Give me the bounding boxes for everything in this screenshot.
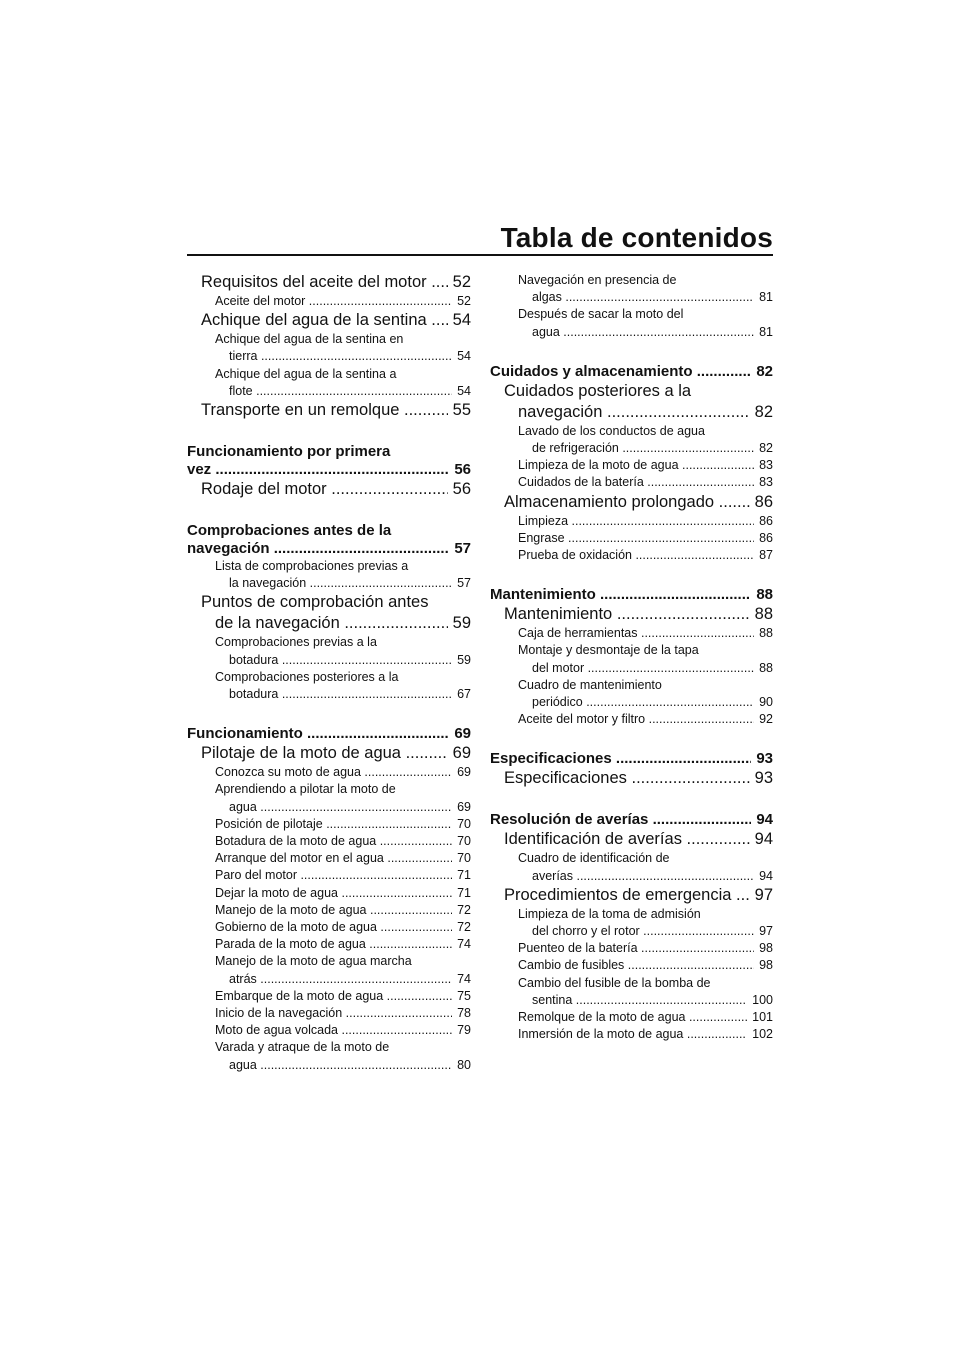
toc-entry-title: Mantenimiento xyxy=(490,586,596,604)
toc-entry-title: de refrigeración xyxy=(532,441,619,456)
toc-entry-title-line: Montaje y desmontaje de la tapa xyxy=(518,643,699,658)
toc-entry-title-line: Achique del agua de la sentina en xyxy=(215,332,404,347)
toc-entry-page-number: 86 xyxy=(754,492,773,511)
toc-entry-title: Mantenimiento xyxy=(504,605,613,624)
toc-entry-page-number: 80 xyxy=(457,1057,471,1072)
toc-entry-title-line: Puntos de comprobación antes xyxy=(201,593,429,612)
toc-entry-subsection[interactable] xyxy=(187,764,471,781)
toc-entry-page-number: 101 xyxy=(752,1010,773,1025)
toc-entry-title: Prueba de oxidación xyxy=(518,548,632,563)
toc-entry-page-number: 72 xyxy=(457,902,471,917)
toc-entry-subsection[interactable] xyxy=(187,936,471,953)
toc-entry-subsection[interactable] xyxy=(490,711,773,728)
toc-entry-title: Arranque del motor en el agua xyxy=(215,851,384,866)
toc-entry-subsection[interactable] xyxy=(490,1009,773,1026)
toc-entry-title: Inicio de la navegación xyxy=(215,1006,343,1021)
toc-entry-page-number: 71 xyxy=(457,868,471,883)
toc-entry-page-number: 81 xyxy=(759,324,773,339)
toc-entry-subsection[interactable] xyxy=(490,306,773,340)
toc-entry-title: Achique del agua de la sentina xyxy=(201,311,427,330)
toc-entry-title-line: Varada y atraque de la moto de xyxy=(215,1040,390,1055)
toc-entry-title: Pilotaje de la moto de agua xyxy=(201,744,401,763)
toc-entry-page-number: 72 xyxy=(457,920,471,935)
toc-entry-title: Gobierno de la moto de agua xyxy=(215,920,377,935)
toc-entry-title: Cambio de fusibles xyxy=(518,958,625,973)
toc-entry-subsection[interactable] xyxy=(490,474,773,491)
toc-entry-title: atrás xyxy=(229,971,257,986)
toc-entry-title: Conozca su moto de agua xyxy=(215,765,361,780)
toc-entry-page-number: 57 xyxy=(454,540,471,558)
toc-entry-subsection[interactable] xyxy=(187,988,471,1005)
toc-entry-subsection[interactable] xyxy=(490,547,773,564)
toc-entry-subsection[interactable] xyxy=(490,423,773,457)
toc-entry-subsection[interactable] xyxy=(187,885,471,902)
toc-entry-title: botadura xyxy=(229,652,279,667)
toc-entry-section[interactable] xyxy=(187,743,471,764)
toc-entry-chapter[interactable] xyxy=(187,725,471,743)
toc-entry-page-number: 70 xyxy=(457,834,471,849)
toc-entry-title: Transporte en un remolque xyxy=(201,401,400,420)
toc-entry-section[interactable] xyxy=(187,479,471,500)
toc-entry-title-line: Cuadro de identificación de xyxy=(518,851,670,866)
toc-entry-page-number: 54 xyxy=(457,383,471,398)
toc-entry-page-number: 57 xyxy=(457,576,471,591)
toc-entry-section[interactable] xyxy=(187,272,471,293)
toc-entry-title: navegación xyxy=(187,540,270,558)
toc-entry-subsection[interactable] xyxy=(490,272,773,306)
toc-entry-chapter[interactable] xyxy=(490,586,773,604)
toc-entry-page-number: 98 xyxy=(759,941,773,956)
toc-entry-subsection[interactable] xyxy=(187,669,471,703)
toc-entry-title: Aceite del motor y filtro xyxy=(518,712,646,727)
toc-entry-title: Cuidados de la batería xyxy=(518,475,644,490)
toc-entry-title: Identificación de averías xyxy=(504,830,682,849)
toc-entry-subsection[interactable] xyxy=(187,366,471,400)
toc-entry-page-number: 56 xyxy=(454,461,471,479)
toc-entry-subsection[interactable] xyxy=(187,953,471,987)
toc-entry-title: Remolque de la moto de agua xyxy=(518,1010,686,1025)
toc-entry-title: botadura xyxy=(229,687,279,702)
toc-entry-subsection[interactable] xyxy=(187,902,471,919)
toc-entry-title-line: Manejo de la moto de agua marcha xyxy=(215,954,412,969)
toc-entry-subsection[interactable] xyxy=(187,781,471,815)
toc-entry-subsection[interactable] xyxy=(187,634,471,668)
toc-entry-subsection[interactable] xyxy=(187,867,471,884)
toc-entry-section[interactable] xyxy=(490,768,773,789)
toc-entry-title-line: Navegación en presencia de xyxy=(518,273,677,287)
toc-entry-title: Resolución de averías xyxy=(490,811,649,829)
toc-entry-page-number: 102 xyxy=(752,1027,773,1042)
toc-entry-page-number: 86 xyxy=(759,530,773,545)
toc-entry-title: Almacenamiento prolongado xyxy=(504,492,715,511)
toc-entry-page-number: 92 xyxy=(759,712,773,727)
toc-entry-page-number: 69 xyxy=(454,725,471,743)
toc-entry-page-number: 88 xyxy=(759,626,773,641)
toc-entry-title: Posición de pilotaje xyxy=(215,816,323,831)
toc-entry-page-number: 94 xyxy=(759,868,773,883)
toc-entry-page-number: 59 xyxy=(452,614,471,633)
toc-entry-page-number: 81 xyxy=(759,290,773,305)
toc-entry-title: averías xyxy=(532,868,573,883)
toc-entry-title: Cuidados y almacenamiento xyxy=(490,362,693,380)
toc-entry-title-line: Comprobaciones previas a la xyxy=(215,635,377,650)
toc-entry-title: navegación xyxy=(518,402,603,421)
toc-entry-page-number: 97 xyxy=(759,924,773,939)
toc-entry-page-number: 69 xyxy=(457,765,471,780)
toc-entry-page-number: 78 xyxy=(457,1006,471,1021)
toc-entry-page-number: 74 xyxy=(457,971,471,986)
toc-entry-subsection[interactable] xyxy=(187,919,471,936)
toc-entry-title: Aceite del motor xyxy=(215,294,306,308)
toc-entry-subsection[interactable] xyxy=(187,833,471,850)
toc-entry-title-line: Lista de comprobaciones previas a xyxy=(215,559,409,574)
toc-entry-page-number: 79 xyxy=(457,1023,471,1038)
toc-entry-page-number: 82 xyxy=(754,402,773,421)
toc-entry-title: Rodaje del motor xyxy=(201,480,327,499)
toc-entry-title: agua xyxy=(229,799,257,814)
toc-entry-subsection[interactable] xyxy=(490,530,773,547)
toc-entry-page-number: 87 xyxy=(759,548,773,563)
toc-entry-title-line: Funcionamiento por primera xyxy=(187,443,391,461)
toc-entry-subsection[interactable] xyxy=(490,677,773,711)
toc-entry-title: Caja de herramientas xyxy=(518,626,638,641)
toc-entry-title: Funcionamiento xyxy=(187,725,303,743)
toc-entry-page-number: 74 xyxy=(457,937,471,952)
toc-entry-subsection[interactable] xyxy=(490,513,773,530)
toc-entry-title: Puenteo de la batería xyxy=(518,941,638,956)
toc-entry-title: del motor xyxy=(532,660,585,675)
toc-entry-page-number: 88 xyxy=(756,586,773,604)
toc-entry-chapter[interactable] xyxy=(187,522,471,558)
toc-entry-page-number: 54 xyxy=(457,349,471,364)
toc-entry-title-line: Achique del agua de la sentina a xyxy=(215,366,397,381)
toc-entry-page-number: 94 xyxy=(756,811,773,829)
toc-entry-title: Requisitos del aceite del motor xyxy=(201,273,427,291)
toc-entry-page-number: 69 xyxy=(457,799,471,814)
toc-entry-subsection[interactable] xyxy=(490,625,773,642)
toc-entry-title: vez xyxy=(187,461,212,479)
toc-entry-subsection[interactable] xyxy=(490,1026,773,1043)
toc-entry-subsection[interactable] xyxy=(187,1039,471,1073)
toc-entry-section[interactable] xyxy=(490,492,773,513)
toc-entry-section[interactable] xyxy=(490,829,773,850)
toc-entry-title: de la navegación xyxy=(215,614,340,633)
toc-entry-title-line: Cuadro de mantenimiento xyxy=(518,677,662,692)
toc-entry-section[interactable] xyxy=(490,604,773,625)
toc-entry-title: agua xyxy=(229,1057,257,1072)
toc-entry-page-number: 100 xyxy=(752,992,773,1007)
toc-entry-section[interactable] xyxy=(187,400,471,421)
toc-entry-page-number: 82 xyxy=(756,362,773,380)
toc-entry-title-line: Lavado de los conductos de agua xyxy=(518,423,705,438)
toc-entry-title-line: Después de sacar la moto del xyxy=(518,307,684,322)
page-title: Tabla de contenidos xyxy=(500,222,773,253)
toc-column-left xyxy=(187,272,471,1074)
title-rule xyxy=(187,254,773,256)
toc-entry-chapter[interactable] xyxy=(187,443,471,479)
toc-entry-title-line: Cambio del fusible de la bomba de xyxy=(518,975,711,990)
toc-entry-title: Procedimientos de emergencia xyxy=(504,885,732,904)
toc-entry-title: Botadura de la moto de agua xyxy=(215,834,377,849)
toc-entry-title-line: Cuidados posteriores a la xyxy=(504,381,692,400)
toc-entry-page-number: 82 xyxy=(759,441,773,456)
toc-entry-page-number: 55 xyxy=(452,401,471,420)
toc-entry-page-number: 97 xyxy=(754,885,773,904)
toc-entry-title-line: Comprobaciones posteriores a la xyxy=(215,669,399,684)
toc-entry-chapter[interactable] xyxy=(490,811,773,829)
toc-entry-page-number: 88 xyxy=(759,660,773,675)
toc-entry-subsection[interactable] xyxy=(187,816,471,833)
toc-entry-subsection[interactable] xyxy=(490,642,773,676)
toc-entry-subsection[interactable] xyxy=(490,957,773,974)
toc-entry-title: sentina xyxy=(532,992,573,1007)
toc-entry-title: del chorro y el rotor xyxy=(532,924,640,939)
toc-entry-title: Especificaciones xyxy=(504,769,627,788)
toc-entry-title: Parada de la moto de agua xyxy=(215,937,366,952)
toc-entry-title: la navegación xyxy=(229,576,307,591)
toc-entry-title-line: Aprendiendo a pilotar la moto de xyxy=(215,782,396,797)
toc-entry-page-number: 75 xyxy=(457,988,471,1003)
toc-entry-page-number: 67 xyxy=(457,687,471,702)
toc-entry-subsection[interactable] xyxy=(187,1005,471,1022)
toc-entry-title: Engrase xyxy=(518,530,565,545)
toc-entry-page-number: 83 xyxy=(759,458,773,473)
toc-entry-title: Moto de agua volcada xyxy=(215,1023,339,1038)
toc-entry-page-number: 94 xyxy=(754,830,773,849)
toc-entry-chapter[interactable] xyxy=(490,363,773,381)
toc-entry-page-number: 93 xyxy=(756,750,773,768)
toc-entry-subsection[interactable] xyxy=(490,850,773,884)
toc-entry-title: Limpieza xyxy=(518,513,569,528)
toc-entry-title-line: Comprobaciones antes de la xyxy=(187,522,392,540)
toc-entry-page-number: 69 xyxy=(452,744,471,763)
toc-entry-title-line: Limpieza de la toma de admisión xyxy=(518,906,701,921)
toc-entry-page-number: 98 xyxy=(759,958,773,973)
toc-entry-page-number: 59 xyxy=(457,652,471,667)
toc-entry-page-number: 52 xyxy=(457,294,471,308)
toc-entry-title: tierra xyxy=(229,349,258,364)
toc-entry-title: Limpieza de la moto de agua xyxy=(518,458,679,473)
toc-entry-title: Especificaciones xyxy=(490,750,612,768)
toc-entry-title: Manejo de la moto de agua xyxy=(215,902,367,917)
toc-entry-subsection[interactable] xyxy=(490,975,773,1009)
toc-entry-subsection[interactable] xyxy=(187,293,471,310)
toc-entry-section[interactable] xyxy=(490,885,773,906)
toc-entry-title: flote xyxy=(229,383,253,398)
toc-entry-title: agua xyxy=(532,324,560,339)
toc-entry-title: Dejar la moto de agua xyxy=(215,885,338,900)
toc-entry-title: algas xyxy=(532,290,562,305)
toc-entry-page-number: 83 xyxy=(759,475,773,490)
toc-entry-subsection[interactable] xyxy=(490,940,773,957)
toc-entry-page-number: 54 xyxy=(452,311,471,330)
toc-entry-subsection[interactable] xyxy=(187,1022,471,1039)
toc-entry-section[interactable] xyxy=(187,310,471,331)
toc-entry-subsection[interactable] xyxy=(187,850,471,867)
toc-entry-title: periódico xyxy=(532,695,583,710)
toc-entry-section[interactable] xyxy=(490,381,773,423)
toc-entry-title: Embarque de la moto de agua xyxy=(215,988,384,1003)
toc-entry-subsection[interactable] xyxy=(187,331,471,365)
toc-entry-title: Inmersión de la moto de agua xyxy=(518,1027,684,1042)
toc-entry-page-number: 88 xyxy=(754,605,773,624)
toc-entry-subsection[interactable] xyxy=(490,457,773,474)
toc-entry-title: Paro del motor xyxy=(215,868,297,883)
toc-entry-chapter[interactable] xyxy=(490,750,773,768)
toc-entry-page-number: 90 xyxy=(759,695,773,710)
toc-entry-page-number: 70 xyxy=(457,851,471,866)
toc-entry-page-number: 93 xyxy=(754,769,773,788)
toc-entry-page-number: 56 xyxy=(452,480,471,499)
toc-entry-section[interactable] xyxy=(187,592,471,634)
toc-entry-subsection[interactable] xyxy=(490,906,773,940)
toc-entry-page-number: 86 xyxy=(759,513,773,528)
toc-entry-subsection[interactable] xyxy=(187,558,471,592)
toc-entry-page-number: 70 xyxy=(457,816,471,831)
toc-entry-page-number: 71 xyxy=(457,885,471,900)
toc-column-right xyxy=(490,272,773,1043)
toc-entry-page-number: 52 xyxy=(452,273,471,291)
